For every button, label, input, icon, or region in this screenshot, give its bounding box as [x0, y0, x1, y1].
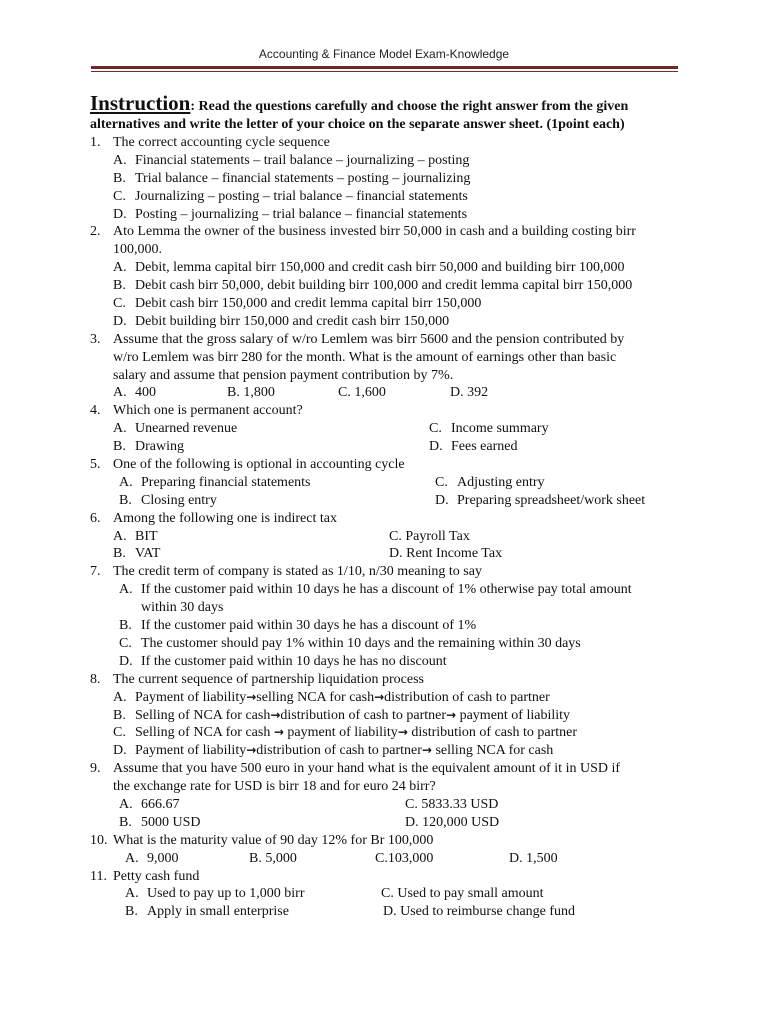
- header-rule-thin: [91, 71, 678, 72]
- question-3-cont-1: w/ro Lemlem was birr 280 for the month. What is the amount of earnings other than basic: [113, 349, 617, 365]
- arrow-icon: →: [446, 707, 457, 722]
- q7-option-a-cont: within 30 days: [141, 600, 224, 616]
- q8-option-a: A. Payment of liability→selling NCA for cash→distribution of cash to partner: [113, 689, 550, 705]
- q1-option-c: C. Journalizing – posting – trial balance – financial statements: [113, 188, 468, 204]
- question-4: 4. Which one is permanent account?: [90, 403, 303, 419]
- arrow-icon: →: [246, 743, 257, 758]
- q11-option-c: C. Used to pay small amount: [381, 886, 544, 902]
- q6-option-c: C. Payroll Tax: [389, 528, 470, 544]
- question-11: 11. Petty cash fund: [90, 868, 200, 884]
- arrow-icon: →: [270, 707, 281, 722]
- q11-options-row1: A. Used to pay up to 1,000 birr C. Used to pay small amount: [125, 886, 544, 902]
- q4-options-row2: B. Drawing D. Fees earned: [113, 439, 518, 455]
- q1-option-d: D. Posting – journalizing – trial balance – financial statements: [113, 206, 468, 222]
- q11-options-row2: B. Apply in small enterprise D. Used to reimburse change fund: [125, 904, 576, 920]
- q10-option-b: B. 5,000: [249, 850, 297, 866]
- question-8: 8. The current sequence of partnership liquidation process: [90, 671, 425, 687]
- q6-options-row2: B. VAT D. Rent Income Tax: [113, 546, 503, 562]
- question-6: 6. Among the following one is indirect tax: [90, 510, 337, 526]
- q10-option-a: 9,000: [147, 850, 179, 866]
- q10-option-c: C.103,000: [375, 850, 434, 866]
- question-2: 2. Ato Lemma the owner of the business invested birr 50,000 in cash and a building costing birr: [90, 224, 636, 240]
- q9-option-d: D. 120,000 USD: [405, 814, 500, 830]
- q6-option-b: VAT: [135, 546, 161, 562]
- question-9-cont: the exchange rate for USD is birr 18 and for euro 24 birr?: [113, 779, 436, 795]
- q2-option-d: D. Debit building birr 150,000 and credit cash birr 150,000: [113, 313, 450, 329]
- q4-option-d: D. Fees earned: [429, 439, 518, 455]
- question-5: 5. One of the following is optional in accounting cycle: [90, 457, 405, 473]
- q1-option-a: A. Financial statements – trail balance – journalizing – posting: [113, 152, 470, 168]
- q6-option-a: BIT: [135, 528, 158, 544]
- question-1: 1. The correct accounting cycle sequence: [90, 135, 330, 150]
- arrow-icon: →: [397, 725, 408, 740]
- q3-option-c: C. 1,600: [338, 385, 386, 401]
- q8-option-b: B. Selling of NCA for cash→distribution of cash to partner→ payment of liability: [113, 707, 571, 723]
- q9-options-row2: B. 5000 USD D. 120,000 USD: [119, 814, 500, 830]
- q1-option-b: B. Trial balance – financial statements – posting – journalizing: [113, 170, 471, 186]
- q6-option-d: D. Rent Income Tax: [389, 546, 503, 562]
- q10-options: A. 9,000 B. 5,000 C.103,000 D. 1,500: [125, 850, 558, 866]
- q4-options-row1: A. Unearned revenue C. Income summary: [113, 421, 549, 437]
- instruction-label: Instruction: [90, 91, 191, 115]
- q5-options-row1: A. Preparing financial statements C. Adjusting entry: [119, 474, 545, 490]
- q4-option-a: Unearned revenue: [135, 421, 238, 437]
- arrow-icon: →: [421, 743, 432, 758]
- page-header: Accounting & Finance Model Exam-Knowledge: [258, 47, 510, 61]
- q4-option-c: C. Income summary: [429, 421, 549, 437]
- q3-option-a: 400: [135, 385, 156, 401]
- q2-option-c: C. Debit cash birr 150,000 and credit lemma capital birr 150,000: [113, 296, 482, 312]
- q2-option-a: A. Debit, lemma capital birr 150,000 and credit cash birr 50,000 and building birr 100,000: [113, 260, 625, 276]
- question-3-cont-2: salary and assume that pension payment contribution by 7%.: [113, 367, 454, 383]
- q2-option-b: B. Debit cash birr 50,000, debit building birr 100,000 and credit lemma capital birr 150,000: [113, 278, 633, 294]
- q4-option-b: Drawing: [135, 439, 184, 455]
- q9-options-row1: A. 666.67 C. 5833.33 USD: [119, 796, 499, 812]
- q11-option-a: Used to pay up to 1,000 birr: [147, 886, 305, 902]
- q9-option-b: 5000 USD: [141, 814, 201, 830]
- q7-option-c: C. The customer should pay 1% within 10 days and the remaining within 30 days: [119, 635, 581, 651]
- q3-option-b: B. 1,800: [227, 385, 275, 401]
- q11-option-d: D. Used to reimburse change fund: [383, 904, 576, 920]
- question-10: 10. What is the maturity value of 90 day 12% for Br 100,000: [90, 832, 434, 848]
- q5-option-d: D. Preparing spreadsheet/work sheet: [435, 492, 646, 508]
- q7-option-d: D. If the customer paid within 10 days he has no discount: [119, 653, 447, 669]
- q3-options: A. 400 B. 1,800 C. 1,600 D. 392: [113, 385, 489, 401]
- q5-option-a: Preparing financial statements: [141, 474, 311, 490]
- exam-content: [90, 91, 690, 921]
- q9-option-a: 666.67: [141, 796, 180, 812]
- q7-option-a: A. If the customer paid within 10 days he has a discount of 1% otherwise pay total amount: [119, 582, 632, 598]
- question-7: 7. The credit term of company is stated as 1/10, n/30 meaning to say: [90, 564, 482, 580]
- q7-option-b: B. If the customer paid within 30 days he has a discount of 1%: [119, 618, 477, 634]
- q5-options-row2: B. Closing entry D. Preparing spreadsheet/work sheet: [119, 492, 646, 508]
- arrow-icon: →: [246, 689, 257, 704]
- q5-option-c: C. Adjusting entry: [435, 474, 545, 490]
- question-2-cont: 100,000.: [113, 242, 162, 258]
- q5-option-b: Closing entry: [141, 492, 217, 508]
- q3-option-d: D. 392: [450, 385, 489, 401]
- instruction-text: : Read the questions carefully and choose the right answer from the given alternatives and write the letter of your choice on the separate answer sheet. (1point each): [90, 99, 629, 132]
- q11-option-b: Apply in small enterprise: [147, 904, 289, 920]
- q8-option-d: D. Payment of liability→distribution of cash to partner→ selling NCA for cash: [113, 743, 554, 759]
- q8-option-c: C. Selling of NCA for cash → payment of liability→ distribution of cash to partner: [113, 725, 578, 741]
- q10-option-d: D. 1,500: [509, 850, 558, 866]
- instruction: [90, 91, 690, 134]
- header-rule-thick: [91, 66, 678, 69]
- question-9: 9. Assume that you have 500 euro in your hand what is the equivalent amount of it in USD if: [90, 761, 621, 777]
- arrow-icon: →: [374, 689, 385, 704]
- question-3: 3. Assume that the gross salary of w/ro Lemlem was birr 5600 and the pension contributed by: [90, 331, 625, 347]
- arrow-icon: →: [273, 725, 284, 740]
- q6-options-row1: A. BIT C. Payroll Tax: [113, 528, 470, 544]
- q9-option-c: C. 5833.33 USD: [405, 796, 499, 812]
